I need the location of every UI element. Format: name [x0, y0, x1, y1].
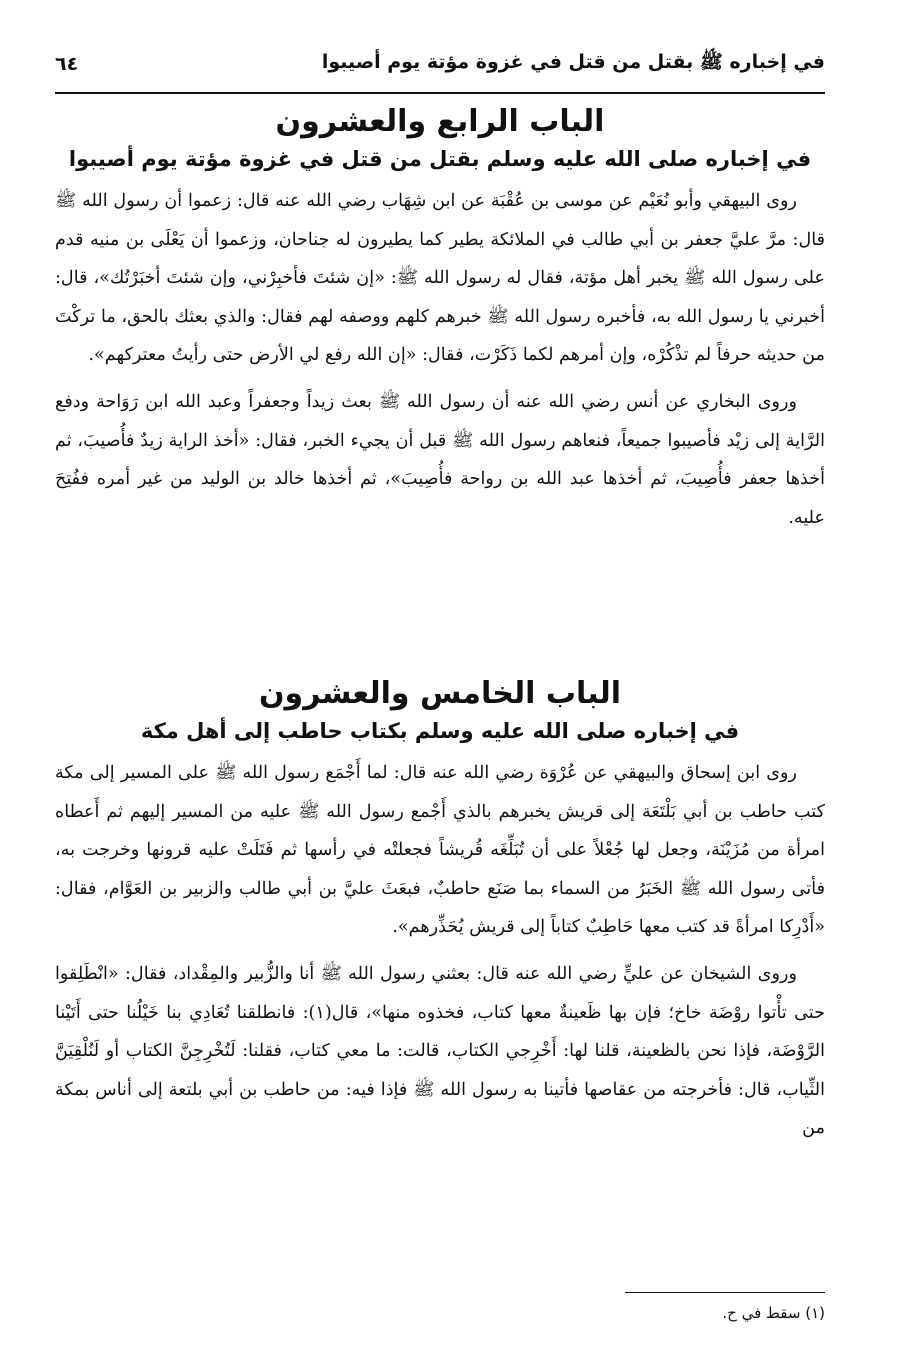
running-title: في إخباره ﷺ بقتل من قتل في غزوة مؤتة يوم أصيبوا: [321, 51, 825, 73]
chapter-25-title: الباب الخامس والعشرون: [258, 676, 622, 711]
chapter-24-title: الباب الرابع والعشرون: [275, 104, 605, 139]
running-header: [55, 44, 825, 84]
chapter-24: [55, 102, 825, 537]
footnote: (١) سقط في ح.: [722, 1304, 825, 1322]
chapter-25-paragraph-1: روى ابن إسحاق والبيهقي عن عُرْوَة رضي الله عنه قال: لما أَجْمَع رسول الله ﷺ على المسير إلى مكة كتب حاطب بن أبي بَلْتَعَة إلى قريش يخبرهم بالذي أَجْمع رسول الله ﷺ عليه من المسير إليهم ثم أَعطاه امرأة من مُزَيْنَة، وجعل لها جُعْلاً على أن تُبَلِّغَه قُريشاً فجعلتْه في رأسها ثم فَتَلَتْ عليه قرونها وخرجت به، فأتى رسول الله ﷺ الخَبَرُ من السماء بما صَنَع حاطبٌ، فبعَثَ عليَّ بن أبي طالب والزبير بن العَوَّام، فقال: «أَدْرِكا امرأةً قد كتب معها حَاطِبٌ كتاباً إلى قريش يُحَذِّرهم».: [55, 763, 825, 938]
chapter-25-paragraph-2: وروى الشيخان عن عليٍّ رضي الله عنه قال: بعثني رسول الله ﷺ أنا والزُّبير والمِقْداد، فقال: «انْطَلِقوا حتى تأْتوا روْضَة خاخ؛ فإن بها ظَعينةٌ معها كتاب، فخذوه منها»، قال(١): فانطلقنا تُعَادِي بنا خَيْلُنا حتى أَتَيْنا الرَّوْضَة، فإذا نحن بالظعينة، قلنا لها: أَخْرِجي الكتاب، قالت: ما معي كتاب، فقلنا: لَتُخْرِجِنَّ الكتاب أو لَنُلْقِيَنَّ الثِّياب، قال: فأخرجته من عقاصها فأتينا به رسول الله ﷺ فإذا فيه: من حاطب بن أبي بلتعة إلى أناس بمكة من: [55, 963, 825, 1139]
chapter-24-paragraph-1: روى البيهقي وأبو نُعَيْم عن موسى بن عُقْبَة عن ابن شِهَاب رضي الله عنه قال: زعموا أن رسول الله ﷺ قال: مرَّ عليَّ جعفر بن أبي طالب في الملائكة يطير كما يطيرون له جناحان، وزعموا أن يَعْلَى بن منيه قدم على رسول الله ﷺ يخبر أهل مؤتة، فقال له رسول الله ﷺ: «إن شئتَ فأخبِرْني، وإن شئتَ أخبَرْتُك»، قال: أخبرني يا رسول الله به، فأخبره رسول الله ﷺ خبرهم كلهم ووصفه لهم فقال: والذي بعثك بالحق، ما تركْتَ من حديثه حرفاً لم تذْكُرْه، وإن أمرهم لكما ذَكَرْت، فقال: «إن الله رفع لي الأرض حتى رأيتُ معتركهم».: [55, 191, 825, 366]
chapter-24-subtitle: في إخباره صلى الله عليه وسلم بقتل من قتل في غزوة مؤتة يوم أصيبوا: [68, 147, 812, 171]
chapter-25: [55, 674, 825, 1148]
chapter-25-subtitle: في إخباره صلى الله عليه وسلم بكتاب حاطب إلى أهل مكة: [140, 719, 740, 743]
footnote-rule: [625, 1292, 825, 1293]
chapter-24-paragraph-2: وروى البخاري عن أنس رضي الله عنه أن رسول الله ﷺ بعث زيداً وجعفراً وعبد الله ابن رَوَاحة ودفع الرَّاية إلى زيْد فأصيبوا جميعاً، فنعاهم رسول الله ﷺ قبل أن يجيء الخبر، فقال: «أخذ الراية زيدٌ فأُصيبَ، ثم أخذها جعفر فأُصِيبَ، ثم أخذها عبد الله بن رواحة فأُصِيبَ»، ثم أخذها خالد بن الوليد من غير أمره ففُتِحَ عليه.: [55, 391, 825, 528]
page-number: ٦٤: [55, 53, 79, 75]
book-page: [55, 30, 825, 1350]
header-rule: [55, 92, 825, 94]
